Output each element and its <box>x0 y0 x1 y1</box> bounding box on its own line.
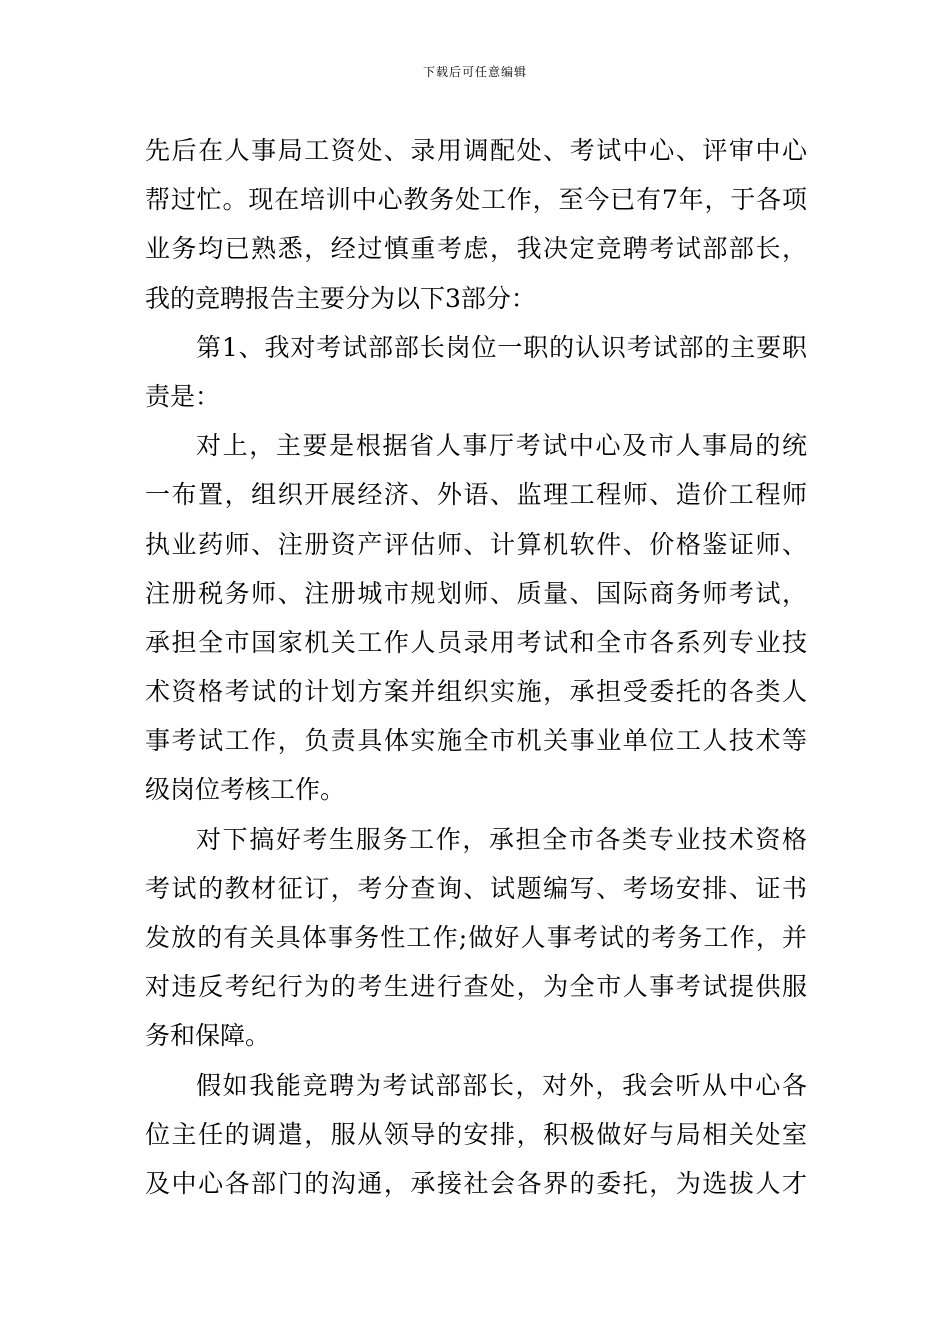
text-line: 注册税务师、注册城市规划师、质量、国际商务师考试， <box>145 578 807 608</box>
text-line: 帮过忙。现在培训中心教务处工作，至今已有7年，于各项 <box>145 185 807 215</box>
text-line: 对违反考纪行为的考生进行查处，为全市人事考试提供服 <box>145 972 807 1002</box>
text-line: 业务均已熟悉，经过慎重考虑，我决定竞聘考试部部长， <box>145 234 807 264</box>
text-line: 术资格考试的计划方案并组织实施，承担受委托的各类人 <box>145 677 807 707</box>
text-line: 承担全市国家机关工作人员录用考试和全市各系列专业技 <box>145 627 807 657</box>
text-line: 先后在人事局工资处、录用调配处、考试中心、评审中心 <box>145 136 807 165</box>
text-line: 发放的有关具体事务性工作;做好人事考试的考务工作，并 <box>145 923 807 952</box>
text-line: 考试的教材征订，考分查询、试题编写、考场安排、证书 <box>145 873 807 903</box>
document-body <box>145 126 807 1208</box>
text-line: 假如我能竞聘为考试部部长，对外，我会听从中心各 <box>196 1070 807 1100</box>
text-line: 执业药师、注册资产评估师、计算机软件、价格鉴证师、 <box>145 529 807 559</box>
text-line: 第1、我对考试部部长岗位一职的认识考试部的主要职 <box>196 332 807 362</box>
text-line: 对上，主要是根据省人事厅考试中心及市人事局的统 <box>196 431 807 461</box>
text-line: 一布置，组织开展经济、外语、监理工程师、造价工程师 <box>145 480 807 510</box>
text-line: 我的竞聘报告主要分为以下3部分： <box>145 283 536 313</box>
text-line: 责是： <box>145 381 221 411</box>
text-line: 级岗位考核工作。 <box>145 775 346 805</box>
page-header: 下载后可任意编辑 <box>422 65 527 79</box>
text-line: 事考试工作，负责具体实施全市机关事业单位工人技术等 <box>145 726 807 756</box>
text-line: 务和保障。 <box>145 1021 271 1051</box>
text-line: 位主任的调遣，服从领导的安排，积极做好与局相关处室 <box>145 1119 807 1149</box>
text-line: 及中心各部门的沟通，承接社会各界的委托，为选拔人才 <box>145 1168 807 1198</box>
text-line: 对下搞好考生服务工作，承担全市各类专业技术资格 <box>196 824 807 854</box>
